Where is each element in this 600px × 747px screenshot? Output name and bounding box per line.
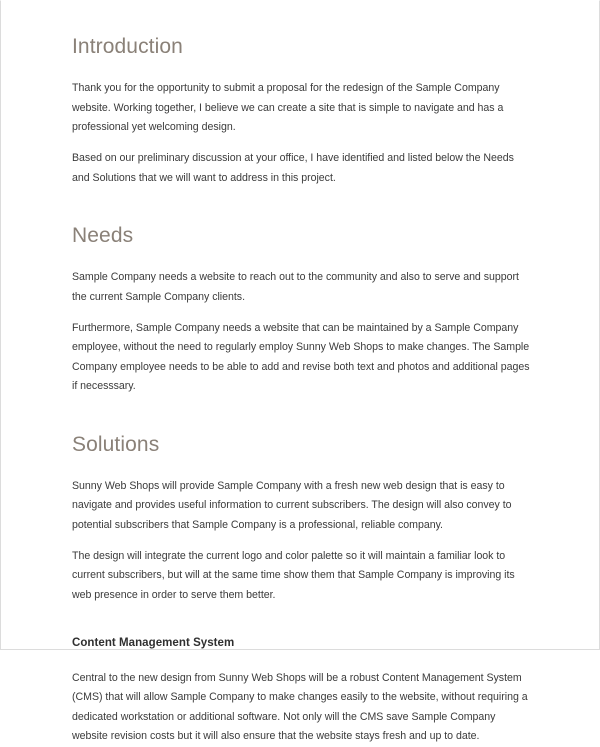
heading-introduction: Introduction: [72, 35, 183, 58]
subsection-content-management-system: [72, 637, 532, 746]
heading-needs: Needs: [72, 224, 134, 248]
section-needs: [72, 224, 532, 397]
paragraph-introduction-2: Based on our preliminary discussion at your office, I have identified and listed below the Needs and Solutions that we will want to address in this project.: [72, 152, 514, 184]
paragraph-needs-1: Sample Company needs a website to reach out to the community and also to serve and support the current Sample Company clients.: [72, 271, 519, 303]
heading-content-management-system: Content Management System: [72, 637, 235, 650]
paragraph-content-management-system-1: Central to the new design from Sunny Web Shops will be a robust Content Management System (CMS) that will allow Sample Company to make changes easily to the website, without requiring a dedicated workstation or additional software. Not only will the CMS save Sample Company website revision costs but it will also ensure that the website stays fresh and up to date.: [72, 671, 528, 743]
section-introduction: [72, 35, 532, 188]
document-content: [72, 1, 532, 747]
section-solutions: [72, 433, 532, 747]
heading-solutions: Solutions: [72, 432, 160, 456]
paragraph-introduction-1: Thank you for the opportunity to submit a proposal for the redesign of the Sample Company website. Working together, I believe we can create a site that is simple to navigate and has a professional yet welcoming design.: [72, 82, 504, 133]
paragraph-solutions-2: The design will integrate the current logo and color palette so it will maintain a familiar look to current subscribers, but will at the same time show them that Sample Company is improving its web presence in order to serve them better.: [72, 549, 515, 601]
paragraph-solutions-1: Sunny Web Shops will provide Sample Company with a fresh new web design that is easy to navigate and provides useful information to current subscribers. The design will also convey to potential subscribers that Sample Company is a professional, reliable company.: [72, 479, 512, 531]
paragraph-needs-2: Furthermore, Sample Company needs a website that can be maintained by a Sample Company employee, without the need to regularly employ Sunny Web Shops to make changes. The Sample Company employee needs to be able to add and revise both text and photos and additional pages if necesssary.: [72, 322, 530, 393]
